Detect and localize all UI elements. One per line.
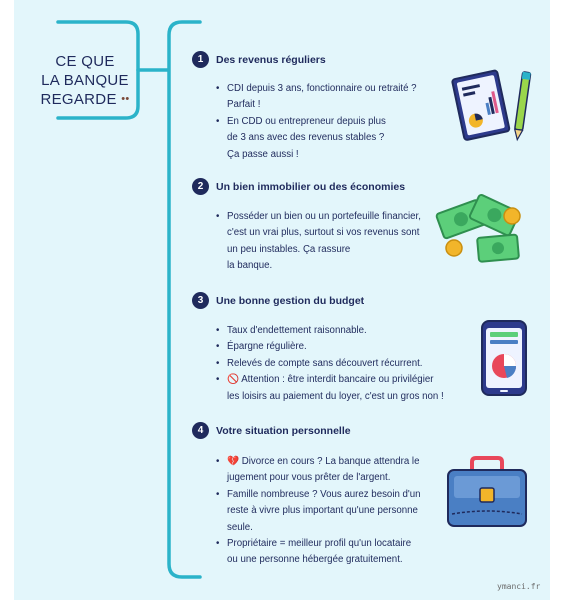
- bullet-line: Ça passe aussi !: [227, 148, 299, 160]
- list-item: [216, 114, 417, 163]
- title-line: [36, 90, 134, 109]
- bullet-line: de 3 ans avec des revenus stables ?: [227, 132, 385, 144]
- section-number-badge: 1: [192, 51, 209, 68]
- section-title: Un bien immobilier ou des économies: [216, 180, 406, 193]
- bullet-line: • Taux d'endettement raisonnable.: [227, 325, 367, 336]
- section-number-badge: 4: [192, 422, 209, 439]
- bullet-line: • CDI depuis 3 ans, fonctionnaire ou retraité ?: [227, 83, 417, 94]
- bullet-line: • Relevés de compte sans découvert récurrent.: [227, 357, 423, 369]
- section-number-badge: 3: [192, 292, 209, 309]
- section-2-bullets: [216, 209, 421, 275]
- section-1-header: [192, 51, 326, 68]
- bullet-line: • 💔 Divorce en cours ? La banque attendra le: [227, 456, 420, 467]
- section-3-header: [192, 292, 364, 309]
- title-line: CE QUE: [55, 53, 115, 70]
- list-item: [216, 356, 444, 372]
- page-title: [36, 52, 134, 109]
- bullet-line: c'est un vrai plus, surtout si vos revenus sont: [227, 227, 420, 239]
- money-coins-icon: [432, 192, 530, 266]
- site-watermark: ymanci.fr: [497, 582, 541, 591]
- section-title: Des revenus réguliers: [216, 53, 326, 66]
- section-4-bullets: [216, 454, 421, 569]
- section-title: Une bonne gestion du budget: [216, 294, 365, 307]
- section-2-header: [192, 178, 405, 195]
- bullet-line: • Épargne régulière.: [227, 341, 307, 353]
- bullet-line: jugement pour vous prêter de l'argent.: [227, 472, 391, 484]
- section-number-badge: 2: [192, 178, 209, 195]
- list-item: [216, 536, 421, 569]
- section-3-bullets: [216, 323, 444, 405]
- bullet-line: reste à vivre plus important qu'une personne: [227, 505, 418, 517]
- section-title: Votre situation personnelle: [216, 424, 351, 437]
- bullet-line: • En CDD ou entrepreneur depuis plus: [227, 115, 386, 127]
- bullet-line: Parfait !: [227, 99, 261, 111]
- title-dots: ••: [121, 93, 130, 105]
- bullet-line: • Posséder un bien ou un portefeuille financier,: [227, 211, 421, 222]
- list-item: [216, 209, 421, 275]
- bullet-line: seule.: [227, 521, 253, 533]
- list-item: [216, 339, 444, 355]
- list-item: [216, 323, 444, 339]
- bullet-line: un peu instables. Ça rassure: [227, 243, 351, 255]
- bullet-line: ou une personne hébergée gratuitement.: [227, 554, 403, 566]
- list-item: [216, 372, 444, 405]
- bullet-line: la banque.: [227, 260, 273, 272]
- list-item: [216, 81, 417, 114]
- bullet-line: • 🚫 Attention : être interdit bancaire ou privilégier: [227, 374, 434, 386]
- bullet-line: les loisirs au paiement du loyer, c'est un gros non !: [227, 390, 444, 402]
- list-item: [216, 454, 421, 487]
- section-4-header: [192, 422, 351, 439]
- report-chart-icon: [450, 66, 536, 146]
- title-line-text: REGARDE: [40, 91, 117, 108]
- bullet-line: • Propriétaire = meilleur profil qu'un locataire: [227, 538, 412, 550]
- section-1-bullets: [216, 81, 417, 163]
- briefcase-icon: [442, 454, 532, 530]
- bullet-line: • Famille nombreuse ? Vous aurez besoin d'un: [227, 488, 421, 500]
- phone-budget-icon: [476, 318, 532, 398]
- list-item: [216, 487, 421, 536]
- title-line: LA BANQUE: [41, 72, 129, 89]
